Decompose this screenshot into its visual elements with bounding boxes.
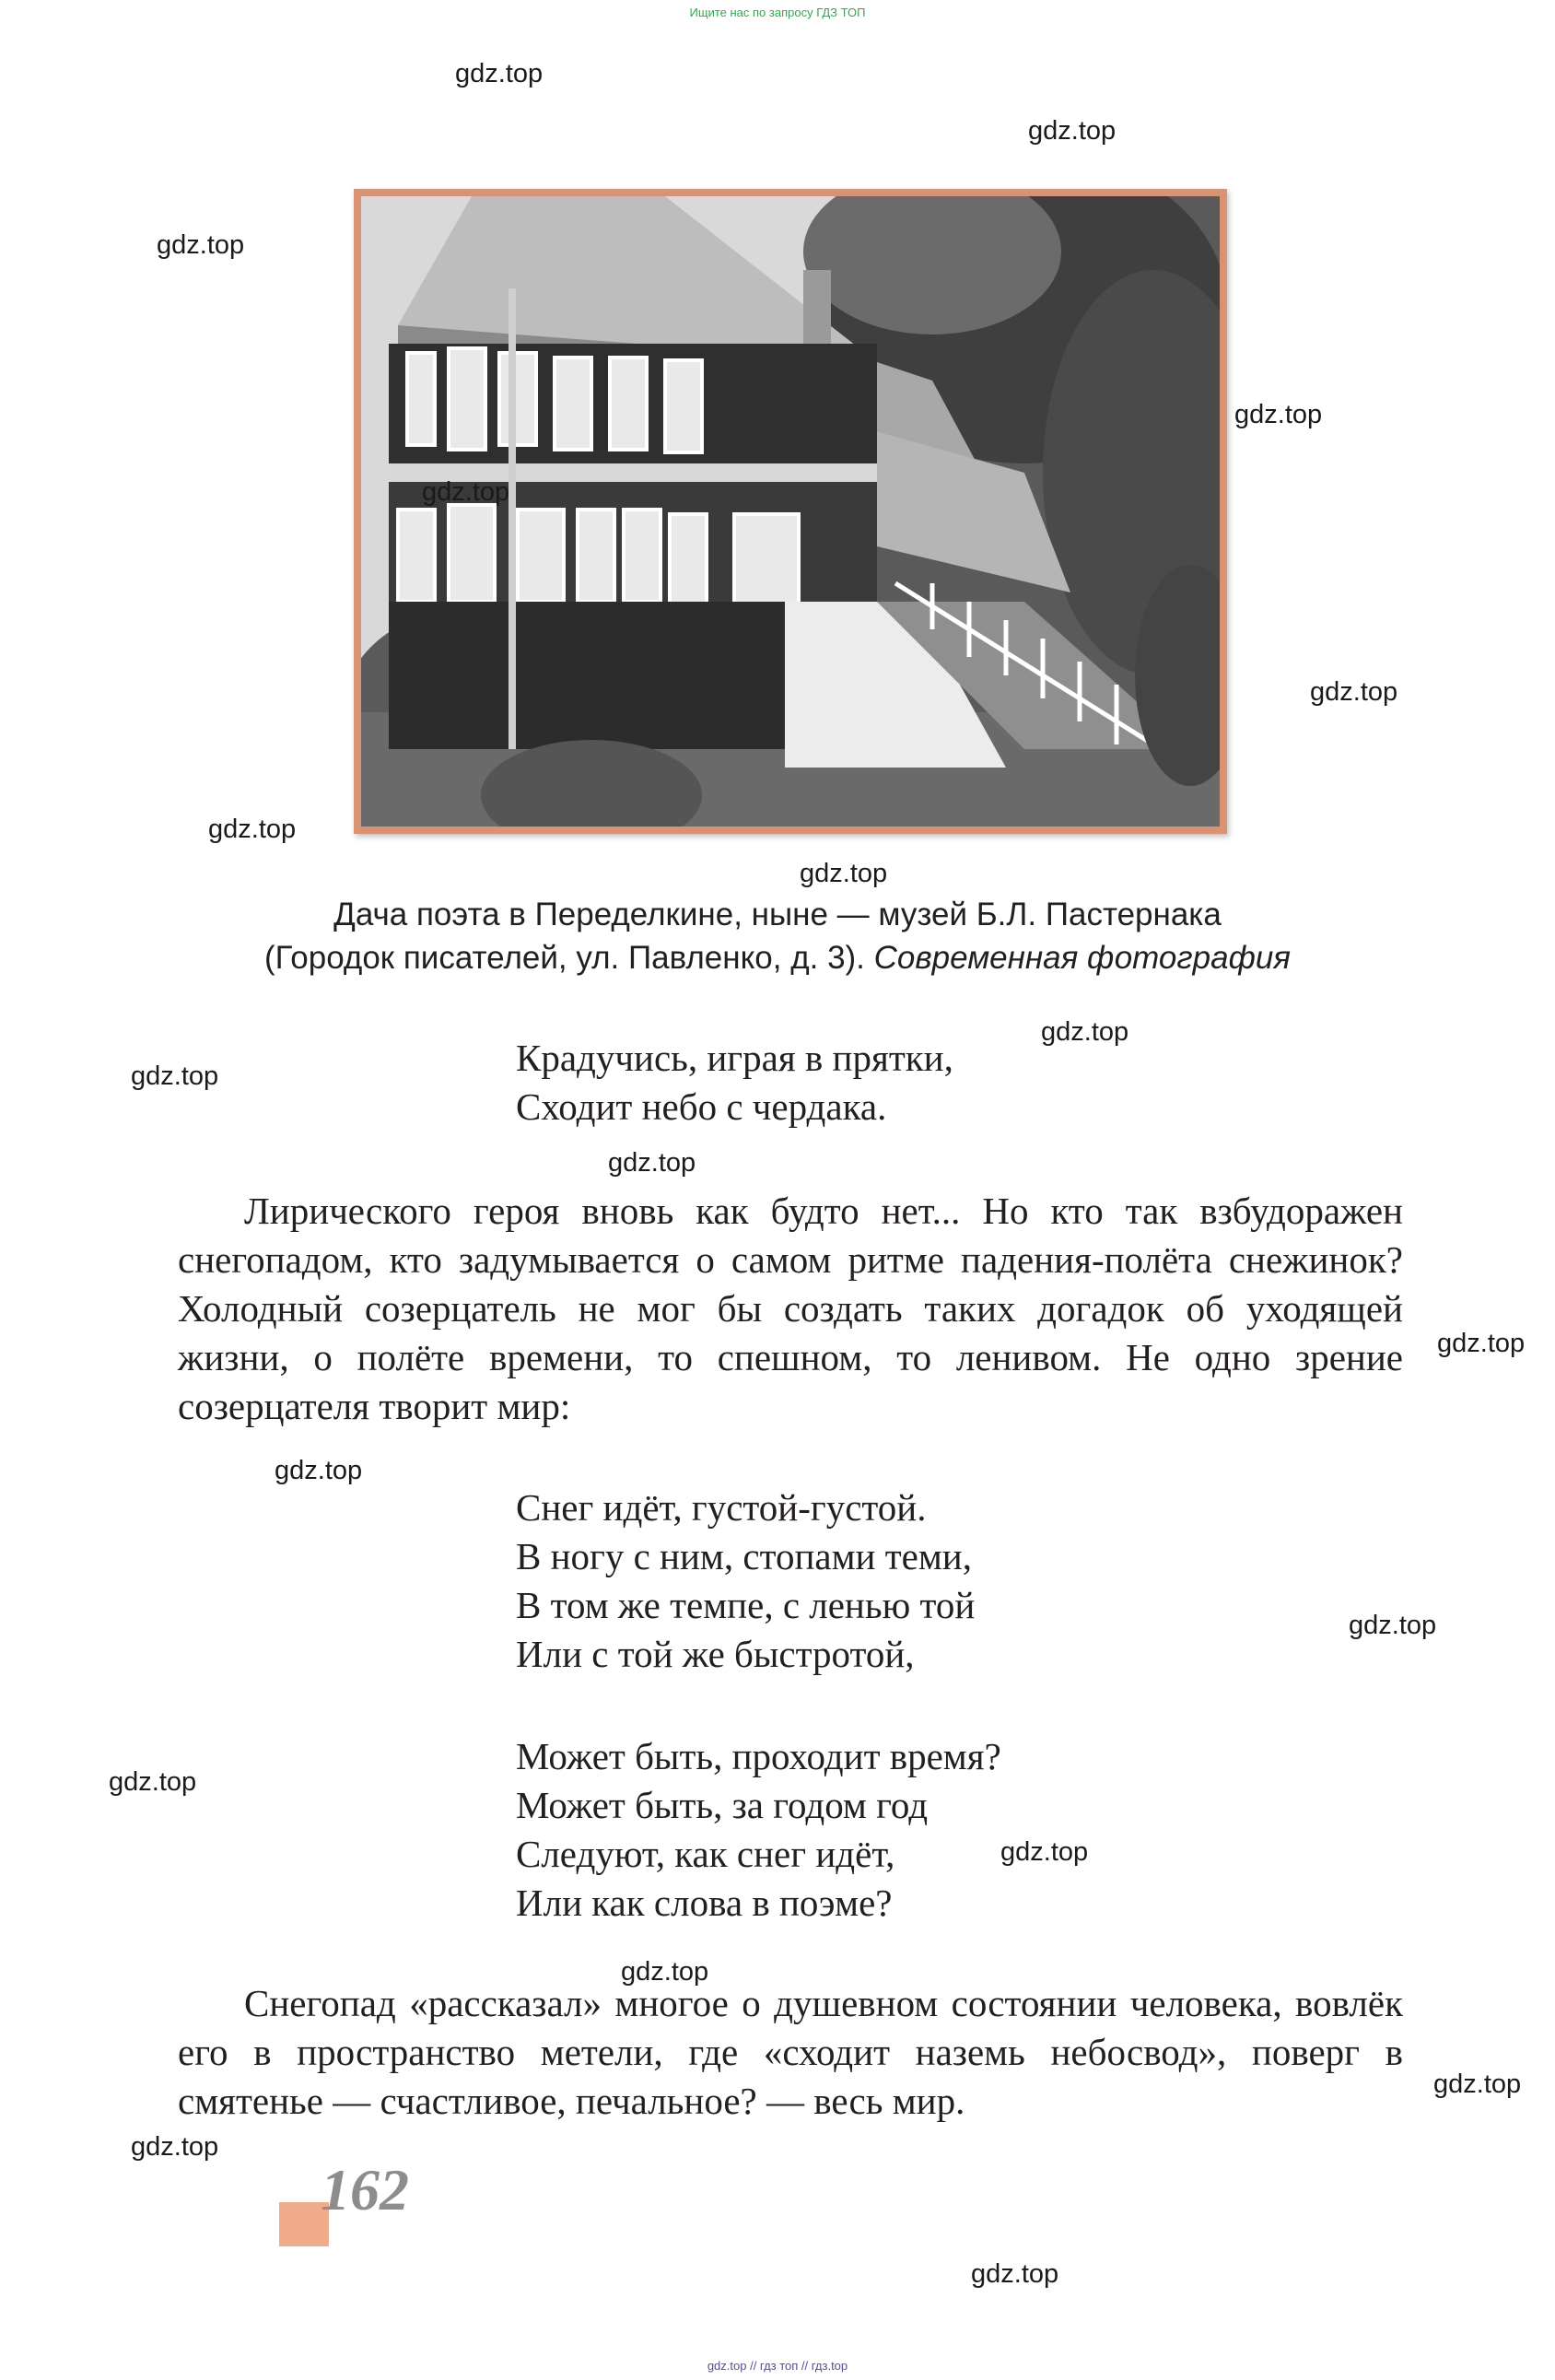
watermark: gdz.top (275, 1456, 363, 1485)
watermark: gdz.top (1349, 1611, 1437, 1640)
caption-note: Современная фотография (873, 940, 1291, 976)
watermark: gdz.top (621, 1957, 709, 1987)
poem-line: Сходит небо с чердака. (516, 1085, 887, 1128)
watermark: gdz.top (800, 859, 888, 888)
poem-line: Может быть, проходит время? (516, 1735, 1001, 1777)
watermark: gdz.top (109, 1767, 197, 1797)
watermark: gdz.top (1000, 1837, 1089, 1867)
watermark: gdz.top (157, 230, 245, 260)
watermark: gdz.top (1310, 677, 1398, 707)
poem-line: Или как слова в поэме? (516, 1882, 893, 1924)
poem-line: В том же темпе, с ленью той (516, 1584, 976, 1626)
photo-caption-line-1: Дача поэта в Переделкине, ныне — музей Б.Л. Пастернака (333, 897, 1222, 932)
watermark: gdz.top (131, 1061, 219, 1091)
poem-line: Или с той же быстротой, (516, 1633, 915, 1675)
poem-line: В ногу с ним, стопами теми, (516, 1535, 972, 1577)
poem-line: Может быть, за годом год (516, 1784, 929, 1826)
watermark: gdz.top (131, 2132, 219, 2162)
watermark: gdz.top (608, 1148, 696, 1178)
page-number: 162 (321, 2157, 409, 2222)
watermark: gdz.top (971, 2259, 1059, 2289)
watermark: gdz.top (1437, 1329, 1526, 1358)
paragraph-2 (178, 1979, 1403, 2126)
poem-fragment-2-stanza-1 (516, 1483, 975, 1679)
poem-line: Следуют, как снег идёт, (516, 1833, 895, 1875)
watermark: gdz.top (1041, 1017, 1129, 1047)
paragraph-text: Лирического героя вновь как будто нет... Но кто так взбудоражен снегопадом, кто задумывается о самом ритме падения-полёта снежинок? Холодный созерцатель не мог бы создать таких догадок об уходящей жизни, о полёте времени, то спешном, то ленивом. Не одно зрение созерцателя творит мир: (178, 1190, 1403, 1427)
poem-fragment-1 (516, 1034, 953, 1131)
paragraph-1 (178, 1187, 1403, 1431)
poem-line: Крадучись, играя в прятки, (516, 1037, 953, 1079)
watermark: gdz.top (422, 477, 510, 507)
header-note: Ищите нас по запросу ГДЗ ТОП (689, 6, 866, 19)
watermark: gdz.top (455, 59, 544, 88)
watermark: gdz.top (208, 815, 297, 844)
watermark: gdz.top (1234, 400, 1323, 429)
watermark: gdz.top (1028, 116, 1117, 146)
poem-fragment-2-stanza-2 (516, 1732, 1001, 1928)
footer-note: gdz.top // гдз топ // гдз.top (707, 2359, 848, 2373)
dacha-photo (361, 196, 1220, 827)
caption-source: (Городок писателей, ул. Павленко, д. 3). (264, 940, 874, 976)
photo-frame (354, 189, 1227, 834)
paragraph-text: Снегопад «рассказал» многое о душевном состоянии человека, вовлёк его в пространство метели, где «сходит наземь небосвод», поверг в смятенье — счастливое, печальное? — весь мир. (178, 1982, 1403, 2122)
watermark: gdz.top (1433, 2069, 1522, 2099)
photo-caption-line-2 (166, 939, 1389, 978)
poem-line: Снег идёт, густой-густой. (516, 1486, 927, 1529)
